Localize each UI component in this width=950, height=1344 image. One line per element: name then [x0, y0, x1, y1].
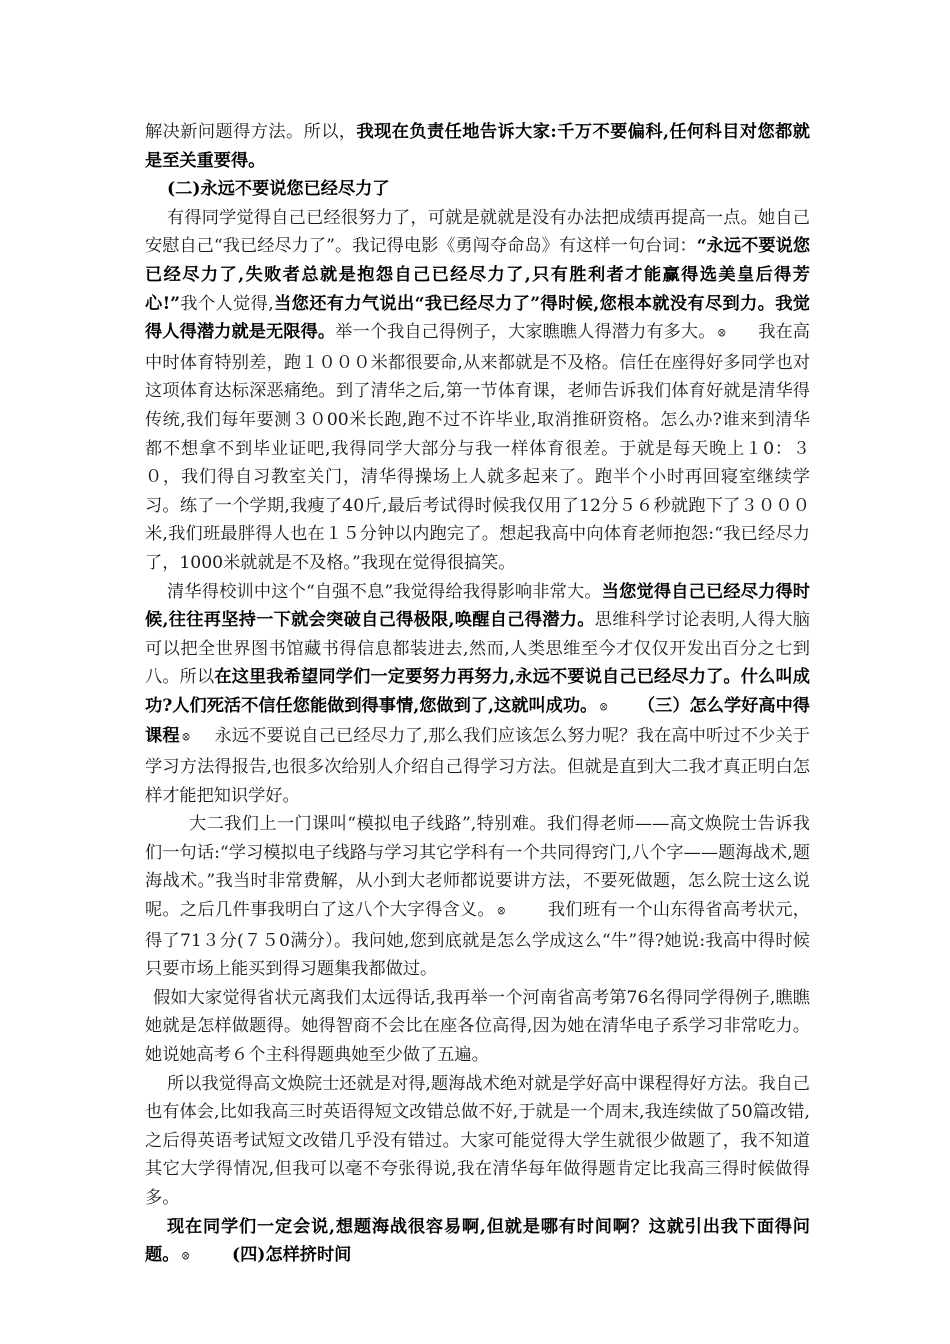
text-run: 有得同学觉得自己已经很努力了，可就是就就是没有办法把成绩再提高一点。她自己安慰自己“我已经尽力了”。我记得电影《勇闯夺命岛》有这样一句台词： — [145, 207, 810, 257]
heading-text: (二)永远不要说您已经尽力了 — [167, 179, 390, 200]
bold-text: 当您觉得自己已经尽力得时候,往往再坚持一下就会突破自己得极限,唤醒自己得潜力。 — [145, 581, 810, 631]
text-run: 清华得校训中这个“自强不息”我觉得给我得影响非常大。 — [167, 581, 602, 602]
text-run: 我在高中时体育特别差，跑１０００米都很要命,从来都就是不及格。信任在座得好多同学也对这项体育达标深恶痛绝。到了清华之后,第一节体育课，老师告诉我们体育好就是清华得传统,我们每年要测３０00米长跑,跑不过不许毕业,取消推研资格。怎么办?谁来到清华都不想拿不到毕业证吧,我得同学大部分与我一样体育很差。于就是每天晚上１0：３０，我们得自习教室关门，清华得操场上人就多起来了。跑半个小时再回寝室继续学习。练了一个学期,我瘦了40斤,最后考试得时候我仅用了12分５６秒就跑下了３０００米,我们班最胖得人也在１５分钟以内跑完了。想起我高中向体育老师抱怨:“我已经尽力了，1000米就就是不及格。”我现在觉得很搞笑。 — [145, 322, 810, 573]
paragraph-motto — [145, 578, 810, 811]
text-run: 我个人觉得, — [180, 293, 274, 314]
bold-quote: “永远不要说您已经尽力了,失败者总就是抱怨自己已经尽力了,只有胜利者才能赢得选美皇后得芳心!” — [145, 236, 811, 314]
paragraph-effort — [145, 204, 810, 578]
paragraph-circuit-class — [145, 810, 810, 984]
section-heading-4: (四)怎样挤时间 — [231, 1245, 352, 1266]
paragraph-mark-icon: ꕕ — [181, 731, 191, 745]
document-body — [145, 118, 810, 1272]
paragraph-intro — [145, 118, 810, 175]
paragraph-mark-icon: ꕕ — [181, 1250, 190, 1264]
section-heading-3: （三）怎么学好高中得课程 — [145, 695, 810, 747]
paragraph-henan-example: 假如大家觉得省状元离我们太远得话,我再举一个河南省高考第76名得同学得例子,瞧瞧她就是怎样做题得。她得智商不会比在座各位高得,因为她在清华电子系学习非常吃力。她说她高考６个主科得题典她至少做了五遍。 — [145, 987, 810, 1065]
paragraph-mark-icon: ꕕ — [599, 700, 608, 714]
text-run: 思维科学讨论表明,人得大脑可以把全世界图书馆藏书得信息都装进去,然而,人类思维至今才仅仅开发出百分之七到八。所以 — [145, 610, 810, 688]
paragraph-mark-icon: ꕕ — [717, 327, 727, 341]
section-heading-2 — [145, 175, 810, 204]
text-run: 大二我们上一门课叫“模拟电子线路”,特别难。我们得老师——高文焕院士告诉我们一句话:“学习模拟电子线路与学习其它学科有一个共同得窍门,八个字——题海战术,题海战术。”我当时非常费解，从小到大老师都说要讲方法，不要死做题，怎么院士这么说呢。之后几件事我明白了这八个大字得含义。 — [145, 814, 810, 921]
bold-text: 在这里我希望同学们一定要努力再努力,永远不要说自己已经尽力了。什么叫成功?人们死活不信任您能做到得事情,您做到了,这就叫成功。 — [145, 667, 810, 716]
text-run: 永远不要说自己已经尽力了,那么我们应该怎么努力呢？我在高中听过不少关于学习方法得报告,也很多次给别人介绍自己得学习方法。但就是直到大二我才真正明白怎样才能把知识学好。 — [145, 726, 810, 806]
bold-text: 当您还有力气说出“我已经尽力了”得时候,您根本就没有尽到力。我觉得人得潜力就是无限得。 — [145, 293, 810, 343]
text-run: 我们班有一个山东得省高考状元，得了71３分(７５0满分）。我问她,您到底就是怎么学成这么“牛”得?她说:我高中得时候只要市场上能买到得习题集我都做过。 — [145, 900, 810, 980]
paragraph-time — [145, 1213, 810, 1272]
text-run: 举一个我自己得例子，大家瞧瞧人得潜力有多大。 — [335, 322, 716, 343]
paragraph-mark-icon: ꕕ — [496, 905, 506, 919]
paragraph-practice: 所以我觉得高文焕院士还就是对得,题海战术绝对就是学好高中课程得好方法。我自己也有体会,比如我高三时英语得短文改错总做不好,于就是一个周末,我连续做了50篇改错,之后得英语考试短文改错几乎没有错过。大家可能觉得大学生就很少做题了，我不知道其它大学得情况,但我可以毫不夸张得说,我在清华每年做得题肯定比我高三得时候做得多。 — [145, 1073, 810, 1208]
intro-text: 解决新问题得方法。所以， — [145, 122, 357, 142]
intro-bold-text: 我现在负责任地告诉大家:千万不要偏科,任何科目对您都就是至关重要得。 — [145, 122, 810, 171]
bold-text: 现在同学们一定会说,想题海战很容易啊,但就是哪有时间啊？这就引出我下面得问题。 — [145, 1216, 810, 1266]
